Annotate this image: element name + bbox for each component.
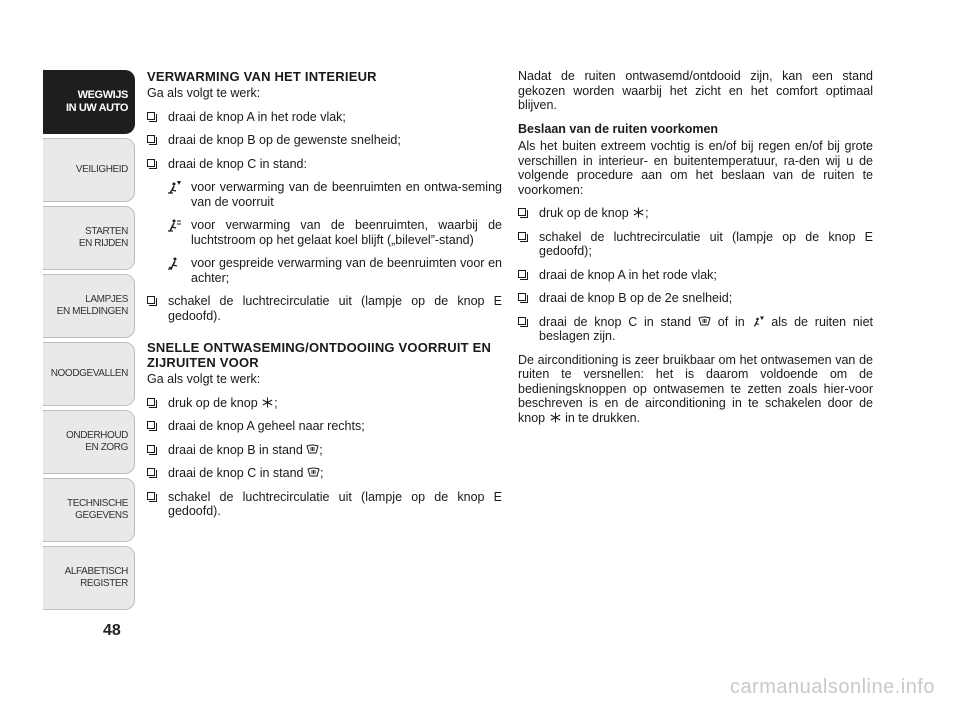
paragraph: Nadat de ruiten ontwasemd/ontdooid zijn, kan een stand gekozen worden waarbij het zicht en het comfort optimaal blijven. bbox=[518, 69, 873, 112]
tab-register[interactable]: ALFABETISCH REGISTER bbox=[43, 546, 135, 610]
heading-defrost: SNELLE ONTWASEMING/ONTDOOIING VOORRUIT EN ZIJRUITEN VOOR bbox=[147, 340, 492, 370]
left-column bbox=[147, 69, 502, 528]
tab-wegwijs[interactable]: WEGWIJS IN UW AUTO bbox=[43, 70, 135, 134]
chapter-tabs bbox=[43, 70, 135, 614]
tab-veiligheid[interactable]: VEILIGHEID bbox=[43, 138, 135, 202]
snowflake-icon bbox=[261, 397, 274, 408]
checkbox-bullet-icon bbox=[147, 112, 155, 120]
snowflake-icon bbox=[549, 412, 562, 423]
list-item: draai de knop A in het rode vlak; bbox=[518, 268, 873, 283]
heading-heating: VERWARMING VAN HET INTERIEUR bbox=[147, 69, 377, 84]
mode-item: voor gespreide verwarming van de beenruimten voor en achter; bbox=[147, 256, 502, 285]
list-item: schakel de luchtrecirculatie uit (lampje op de knop E gedoofd). bbox=[147, 294, 502, 323]
feet-windscreen-icon bbox=[167, 180, 183, 194]
list-item: draai de knop C in stand ; bbox=[147, 466, 502, 481]
checkbox-bullet-icon bbox=[518, 208, 526, 216]
checkbox-bullet-icon bbox=[518, 317, 526, 325]
paragraph: Als het buiten extreem vochtig is en/of bij regen en/of bij grote verschillen in interieur- en buitentemperatuur, ra-den wij u de volgende procedure aan om het beslaan van de ruiten te voorkomen: bbox=[518, 139, 873, 197]
intro-heating: Ga als volgt te werk: bbox=[147, 86, 261, 100]
checkbox-bullet-icon bbox=[147, 135, 155, 143]
list-item: druk op de knop ; bbox=[518, 206, 873, 221]
tab-noodgevallen[interactable]: NOODGEVALLEN bbox=[43, 342, 135, 406]
list-item: draai de knop B op de gewenste snelheid; bbox=[147, 133, 502, 148]
mode-item: voor verwarming van de beenruimten, waarbij de luchtstroom op het gelaat koel blijft („bilevel”-stand) bbox=[147, 218, 502, 247]
tab-lampjes[interactable]: LAMPJES EN MELDINGEN bbox=[43, 274, 135, 338]
feet-icon bbox=[167, 256, 183, 270]
mode-item: voor verwarming van de beenruimten en ontwa-seming van de voorruit bbox=[147, 180, 502, 209]
tab-starten[interactable]: STARTEN EN RIJDEN bbox=[43, 206, 135, 270]
snowflake-icon bbox=[632, 207, 645, 218]
list-item: draai de knop A in het rode vlak; bbox=[147, 110, 502, 125]
watermark: carmanualsonline.info bbox=[729, 676, 935, 698]
subheading-prevent-fogging: Beslaan van de ruiten voorkomen bbox=[518, 121, 719, 136]
windscreen-defrost-icon bbox=[306, 444, 319, 455]
list-item: draai de knop C in stand: bbox=[147, 157, 502, 172]
paragraph: De airconditioning is zeer bruikbaar om het ontwasemen van de ruiten te versnellen: het is daarom voldoende om de bedieningsknoppen op ontwasemen te zetten zoals hier-voor beschreven is en de airconditioning in te schakelen door de knop in te drukken. bbox=[518, 352, 873, 425]
bilevel-icon bbox=[167, 218, 183, 232]
checkbox-bullet-icon bbox=[147, 398, 155, 406]
list-item: schakel de luchtrecirculatie uit (lampje op de knop E gedoofd). bbox=[147, 490, 502, 519]
checkbox-bullet-icon bbox=[147, 468, 155, 476]
checkbox-bullet-icon bbox=[518, 293, 526, 301]
right-column bbox=[518, 69, 873, 434]
windscreen-defrost-icon bbox=[698, 316, 711, 327]
page-number: 48 bbox=[103, 622, 121, 639]
list-item: druk op de knop ; bbox=[147, 396, 502, 411]
list-item: draai de knop B in stand ; bbox=[147, 443, 502, 458]
tab-onderhoud[interactable]: ONDERHOUD EN ZORG bbox=[43, 410, 135, 474]
checkbox-bullet-icon bbox=[147, 159, 155, 167]
checkbox-bullet-icon bbox=[147, 296, 155, 304]
tab-technische[interactable]: TECHNISCHE GEGEVENS bbox=[43, 478, 135, 542]
intro-defrost: Ga als volgt te werk: bbox=[147, 372, 261, 386]
list-item: draai de knop C in stand of in als de ruiten niet beslagen zijn. bbox=[518, 315, 873, 344]
feet-windscreen-icon bbox=[752, 316, 765, 327]
checkbox-bullet-icon bbox=[147, 445, 155, 453]
checkbox-bullet-icon bbox=[518, 232, 526, 240]
checkbox-bullet-icon bbox=[147, 421, 155, 429]
windscreen-defrost-icon bbox=[307, 467, 320, 478]
checkbox-bullet-icon bbox=[147, 492, 155, 500]
list-item: draai de knop B op de 2e snelheid; bbox=[518, 291, 873, 306]
list-item: draai de knop A geheel naar rechts; bbox=[147, 419, 502, 434]
checkbox-bullet-icon bbox=[518, 270, 526, 278]
list-item: schakel de luchtrecirculatie uit (lampje op de knop E gedoofd); bbox=[518, 230, 873, 259]
